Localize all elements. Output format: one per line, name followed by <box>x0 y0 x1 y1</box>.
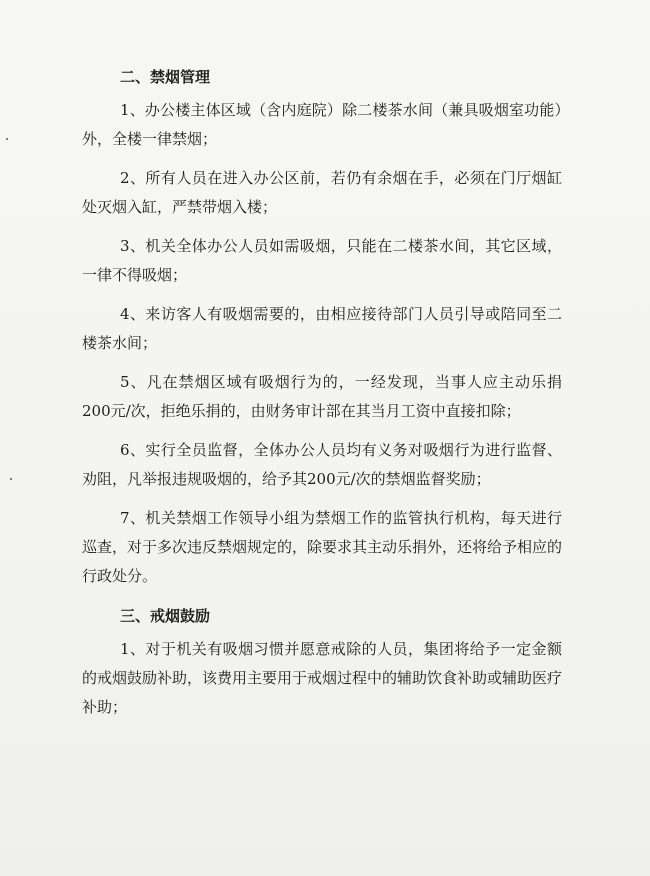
section-heading-smoking-ban: 二、禁烟管理 <box>120 68 211 86</box>
rule-item-2: 2、所有人员在进入办公区前，若仍有余烟在手，必须在门厅烟缸处灭烟入缸，严禁带烟入楼； <box>82 169 562 216</box>
rule-item-1: 1、办公楼主体区域（含内庭院）除二楼茶水间（兼具吸烟室功能）外，全楼一律禁烟； <box>82 101 562 148</box>
rule-item-5: 5、凡在禁烟区域有吸烟行为的，一经发现，当事人应主动乐捐200元/次，拒绝乐捐的，由财务审计部在其当月工资中直接扣除； <box>82 373 562 420</box>
rule-item-7: 7、机关禁烟工作领导小组为禁烟工作的监管执行机构，每天进行巡查，对于多次违反禁烟规定的，除要求其主动乐捐外，还将给予相应的行政处分。 <box>82 509 563 585</box>
rule-item-3: 3、机关全体办公人员如需吸烟，只能在二楼茶水间，其它区域，一律不得吸烟； <box>82 237 562 284</box>
rule-item-4: 4、来访客人有吸烟需要的，由相应接待部门人员引导或陪同至二楼茶水间； <box>82 305 562 352</box>
scan-speck <box>6 138 8 140</box>
scan-speck <box>10 478 12 480</box>
encouragement-item-1: 1、对于机关有吸烟习惯并愿意戒除的人员，集团将给予一定金额的戒烟鼓励补助，该费用主要用于戒烟过程中的辅助饮食补助或辅助医疗补助； <box>82 640 563 716</box>
section-heading-quit-encouragement: 三、戒烟鼓励 <box>120 607 211 625</box>
rule-item-6: 6、实行全员监督，全体办公人员均有义务对吸烟行为进行监督、劝阻，凡举报违规吸烟的，给予其200元/次的禁烟监督奖励； <box>82 441 562 488</box>
document-body <box>82 60 562 732</box>
